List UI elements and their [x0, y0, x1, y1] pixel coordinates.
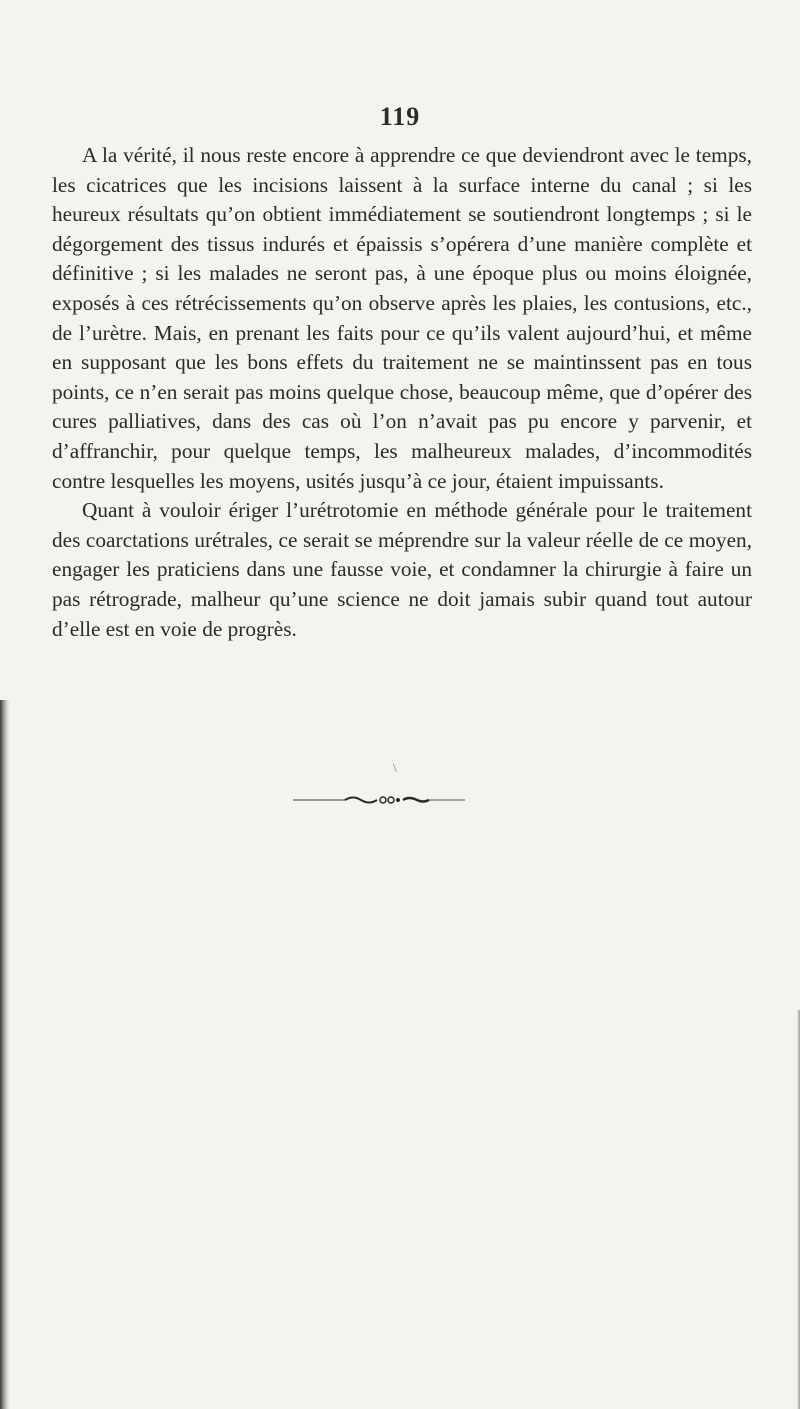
paragraph-1: A la vérité, il nous reste encore à apprendre ce que deviendront avec le temps, les cicatrices que les incisions laissent à la surface interne du canal ; si les heureux résultats qu’on obtient immédiatement se soutiendront longtemps ; si le dégorgement des tissus indurés et épaissis s’opérera d’une manière complète et définitive ; si les malades ne seront pas, à une époque plus ou moins éloignée, exposés à ces rétrécissements qu’on observe après les plaies, les contusions, etc., de l’urètre. Mais, en prenant les faits pour ce qu’ils valent aujourd’hui, et même en supposant que les bons effets du traitement ne se maintinssent pas en tous points, ce n’en serait pas moins quelque chose, beaucoup même, que d’opérer des cures palliatives, dans des cas où l’on n’avait pas pu encore y parvenir, et d’affranchir, pour quelque temps, les malheureux malades, d’incommodités contre lesquelles les moyens, usités jusqu’à ce jour, étaient impuissants.: [52, 143, 752, 493]
ink-speck: \: [393, 760, 397, 775]
paragraph-2: Quant à vouloir ériger l’urétrotomie en méthode générale pour le traitement des coarctations urétrales, ce serait se méprendre sur la valeur réelle de ce moyen, engager les praticiens dans une fausse voie, et condamner la chirurgie à faire un pas rétrograde, malheur qu’une science ne doit jamais subir quand tout autour d’elle est en voie de progrès.: [52, 498, 752, 641]
page-binding-shadow: [0, 700, 10, 1409]
body-text: [52, 141, 752, 644]
page-number: 119: [379, 102, 421, 131]
end-ornament-icon: [285, 793, 475, 807]
